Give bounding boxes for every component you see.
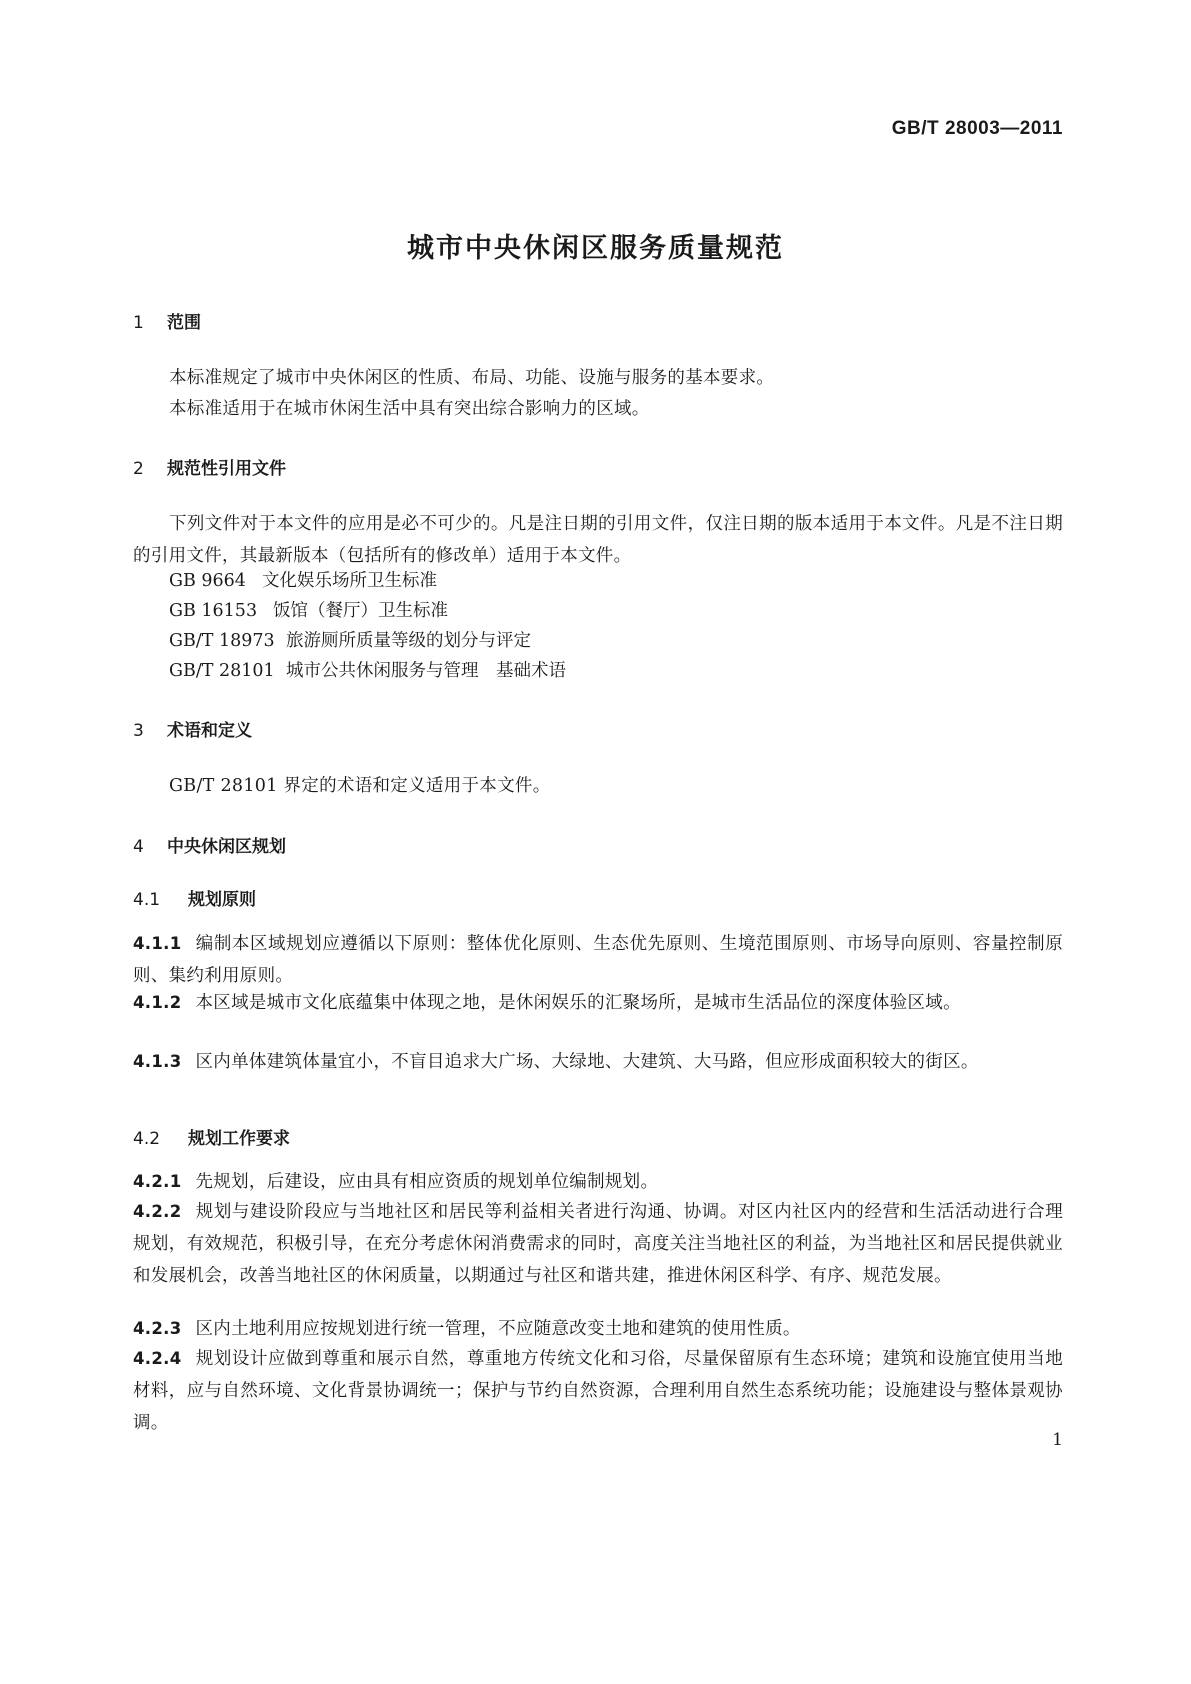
section-1-heading	[133, 308, 201, 333]
paragraph: 下列文件对于本文件的应用是必不可少的。凡是注日期的引用文件，仅注日期的版本适用于本文件。凡是不注日期的引用文件，其最新版本（包括所有的修改单）适用于本文件。	[133, 514, 1063, 566]
section-number: 1	[133, 313, 144, 333]
section-2-heading	[133, 454, 286, 479]
clause-text: 规划与建设阶段应与当地社区和居民等利益相关者进行沟通、协调。对区内社区内的经营和生活活动进行合理规划，有效规范，积极引导，在充分考虑休闲消费需求的同时，高度关注当地社区的利益，为当地社区和居民提供就业和发展机会，改善当地社区的休闲质量，以期通过与社区和谐共建，推进休闲区科学、有序、规范发展。	[133, 1202, 1063, 1286]
standard-number: GB/T 28003—2011	[891, 118, 1063, 139]
reference-name: 旅游厕所质量等级的划分与评定	[286, 631, 531, 651]
clause-text: 编制本区域规划应遵循以下原则：整体优化原则、生态优先原则、生境范围原则、市场导向原则、容量控制原则、集约利用原则。	[133, 934, 1063, 986]
paragraph: 本标准规定了城市中央休闲区的性质、布局、功能、设施与服务的基本要求。	[169, 368, 775, 388]
paragraph: GB/T 28101 界定的术语和定义适用于本文件。	[169, 776, 551, 796]
normative-reference	[169, 566, 437, 596]
reference-code: GB 9664	[169, 571, 246, 591]
clause-number: 4.2.1	[133, 1172, 182, 1191]
clause-4-2-2	[133, 1196, 1063, 1292]
section-title: 术语和定义	[167, 721, 252, 741]
clause-text: 本区域是城市文化底蕴集中体现之地，是休闲娱乐的汇聚场所，是城市生活品位的深度体验区域。	[195, 993, 961, 1013]
section-title: 中央休闲区规划	[167, 837, 286, 857]
subsection-number: 4.1	[133, 890, 161, 910]
section-title: 规范性引用文件	[167, 459, 286, 479]
section-3-heading	[133, 716, 252, 741]
subsection-4-2-heading	[133, 1124, 290, 1149]
section-number: 4	[133, 837, 144, 857]
section-title: 范围	[167, 313, 201, 333]
clause-number: 4.2.3	[133, 1319, 182, 1338]
normative-reference	[169, 596, 448, 626]
reference-name: 城市公共休闲服务与管理 基础术语	[286, 661, 566, 681]
normative-reference	[169, 656, 566, 686]
section-number: 2	[133, 459, 144, 479]
reference-code: GB/T 28101	[169, 661, 275, 681]
subsection-title: 规划原则	[188, 890, 256, 910]
section-number: 3	[133, 721, 144, 741]
reference-code: GB/T 18973	[169, 631, 275, 651]
clause-4-2-1	[133, 1166, 1063, 1198]
clause-4-1-3	[133, 1046, 1063, 1078]
document-title: 城市中央休闲区服务质量规范	[407, 233, 784, 264]
clause-text: 规划设计应做到尊重和展示自然，尊重地方传统文化和习俗，尽量保留原有生态环境；建筑和设施宜使用当地材料，应与自然环境、文化背景协调统一；保护与节约自然资源，合理利用自然生态系统功能；设施建设与整体景观协调。	[133, 1349, 1063, 1433]
clause-number: 4.1.1	[133, 934, 182, 953]
section-4-heading	[133, 832, 286, 857]
clause-number: 4.2.2	[133, 1202, 182, 1221]
clause-4-1-2	[133, 987, 1063, 1019]
clause-number: 4.2.4	[133, 1349, 182, 1368]
clause-text: 区内土地利用应按规划进行统一管理，不应随意改变土地和建筑的使用性质。	[195, 1319, 801, 1339]
clause-4-2-3	[133, 1313, 1063, 1345]
reference-code: GB 16153	[169, 601, 258, 621]
paragraph: 本标准适用于在城市休闲生活中具有突出综合影响力的区域。	[169, 399, 650, 419]
page-number: 1	[1052, 1430, 1063, 1450]
subsection-title: 规划工作要求	[188, 1129, 290, 1149]
reference-name: 文化娱乐场所卫生标准	[262, 571, 437, 591]
clause-4-1-1	[133, 928, 1063, 992]
subsection-number: 4.2	[133, 1129, 161, 1149]
normative-reference	[169, 626, 531, 656]
reference-name: 饭馆（餐厅）卫生标准	[273, 601, 448, 621]
clause-number: 4.1.3	[133, 1052, 182, 1071]
clause-text: 先规划，后建设，应由具有相应资质的规划单位编制规划。	[195, 1172, 659, 1192]
clause-4-2-4	[133, 1343, 1063, 1439]
clause-number: 4.1.2	[133, 993, 182, 1012]
subsection-4-1-heading	[133, 885, 256, 910]
clause-text: 区内单体建筑体量宜小，不盲目追求大广场、大绿地、大建筑、大马路，但应形成面积较大的街区。	[195, 1052, 979, 1072]
